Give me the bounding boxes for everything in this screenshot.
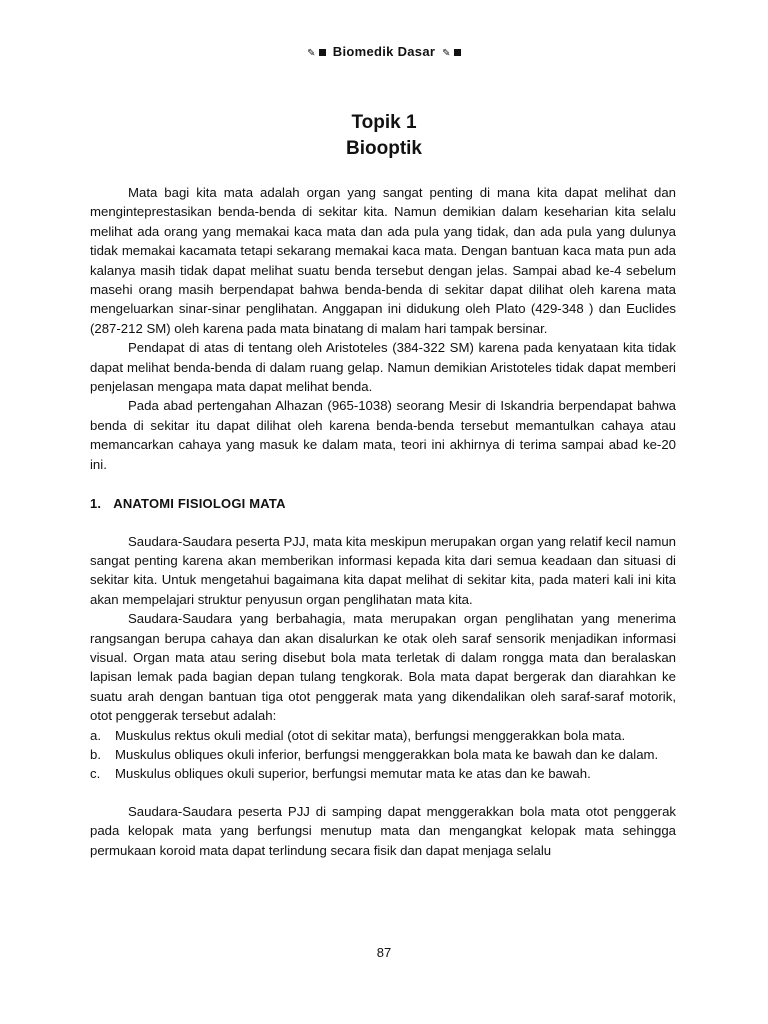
spacer [90, 784, 676, 802]
muscle-list [90, 726, 676, 784]
header-title: Biomedik Dasar [332, 44, 436, 59]
square-bullet-icon [454, 49, 461, 56]
closing-paragraph: Saudara-Saudara peserta PJJ di samping dapat menggerakkan bola mata otot penggerak pada kelopak mata yang berfungsi menutup mata dan mengangkat kelopak mata sehingga permukaan koroid mata dapat terlindung secara fisik dan dapat menjaga selalu [90, 803, 676, 858]
intro-paragraph: Mata bagi kita mata adalah organ yang sangat penting di mana kita dapat melihat dan menginteprestasikan benda-benda di sekitar kita. Namun demikian dalam keseharian kita selalu melihat ada orang yang memakai kaca mata dan ada pula yang tidak, dan ada pula yang dulunya tidak memakai kacamata tetapi sekarang memakai kaca mata. Dengan bantuan kaca mata pun ada kalanya masih tidak dapat melihat suatu benda tersebut dengan jelas. Sampai abad ke-4 sebelum masehi orang masih berpendapat bahwa benda-benda di sekitar dapat dilihat oleh karena mata mengeluarkan sinar-sinar penglihatan. Anggapan ini didukung oleh Plato (429-348 ) dan Euclides (287-212 SM) oleh karena pada mata binatang di malam hari tampak bersinar. [90, 185, 676, 336]
topic-title-block [0, 110, 768, 162]
pencil-icon: ✎ [307, 48, 316, 59]
section-number: 1. [90, 496, 102, 512]
list-item [90, 726, 676, 745]
list-item-text: Muskulus obliques okuli inferior, berfungsi menggerakkan bola mata ke bawah dan ke dalam. [115, 746, 659, 762]
list-item [90, 764, 676, 783]
square-bullet-icon [319, 49, 326, 56]
topic-name: Biooptik [346, 138, 422, 159]
list-item-text: Muskulus rektus okuli medial (otot di sekitar mata), berfungsi menggerakkan bola mata. [115, 727, 626, 743]
section-title: ANATOMI FISIOLOGI MATA [113, 496, 286, 512]
pencil-icon: ✎ [442, 48, 451, 59]
section-paragraph: Saudara-Saudara yang berbahagia, mata merupakan organ penglihatan yang menerima rangsangan berupa cahaya dan akan disalurkan ke otak oleh saraf sensorik menjadikan informasi visual. Organ mata atau sering disebut bola mata terletak di dalam rongga mata dan beralaskan lapisan lemak pada bagian depan tulang tengkorak. Bola mata dapat bergerak dan diarahkan ke suatu arah dengan bantuan tiga otot penggerak mata yang dikendalikan oleh saraf-saraf motorik, otot penggerak tersebut adalah: [90, 611, 676, 724]
list-item-text: Muskulus obliques okuli superior, berfungsi memutar mata ke atas dan ke bawah. [115, 766, 591, 782]
intro-paragraph: Pendapat di atas di tentang oleh Aristoteles (384-322 SM) karena pada kenyataan kita tidak dapat melihat benda-benda di dalam ruang gelap. Namun demikian Aristoteles tidak dapat memberi penjelasan mengapa mata dapat melihat benda. [90, 340, 676, 395]
page-number: 87 [376, 945, 392, 960]
list-marker: a. [90, 727, 101, 743]
list-item [90, 745, 676, 764]
intro-paragraph: Pada abad pertengahan Alhazan (965-1038) seorang Mesir di Iskandria berpendapat bahwa benda di sekitar itu dapat dilihat oleh karena benda-benda tersebut memantulkan cahaya atau memancarkan cahaya yang masuk ke dalam mata, teori ini akhirnya di terima sampai abad ke-20 ini. [90, 398, 676, 472]
section-paragraph: Saudara-Saudara peserta PJJ, mata kita meskipun merupakan organ yang relatif kecil namun sangat penting karena akan memberikan informasi kepada kita dari semua keadaan dan situasi di sekitar kita. Untuk mengetahui bagaimana kita dapat melihat di sekitar kita, pada materi kali ini kita akan mempelajari struktur penyusun organ penglihatan mata kita. [90, 533, 676, 607]
body-text [90, 183, 676, 860]
list-marker: c. [90, 766, 101, 782]
section-heading [90, 494, 676, 513]
topic-label: Topik 1 [351, 112, 417, 133]
running-header [0, 44, 768, 59]
list-marker: b. [90, 746, 101, 762]
